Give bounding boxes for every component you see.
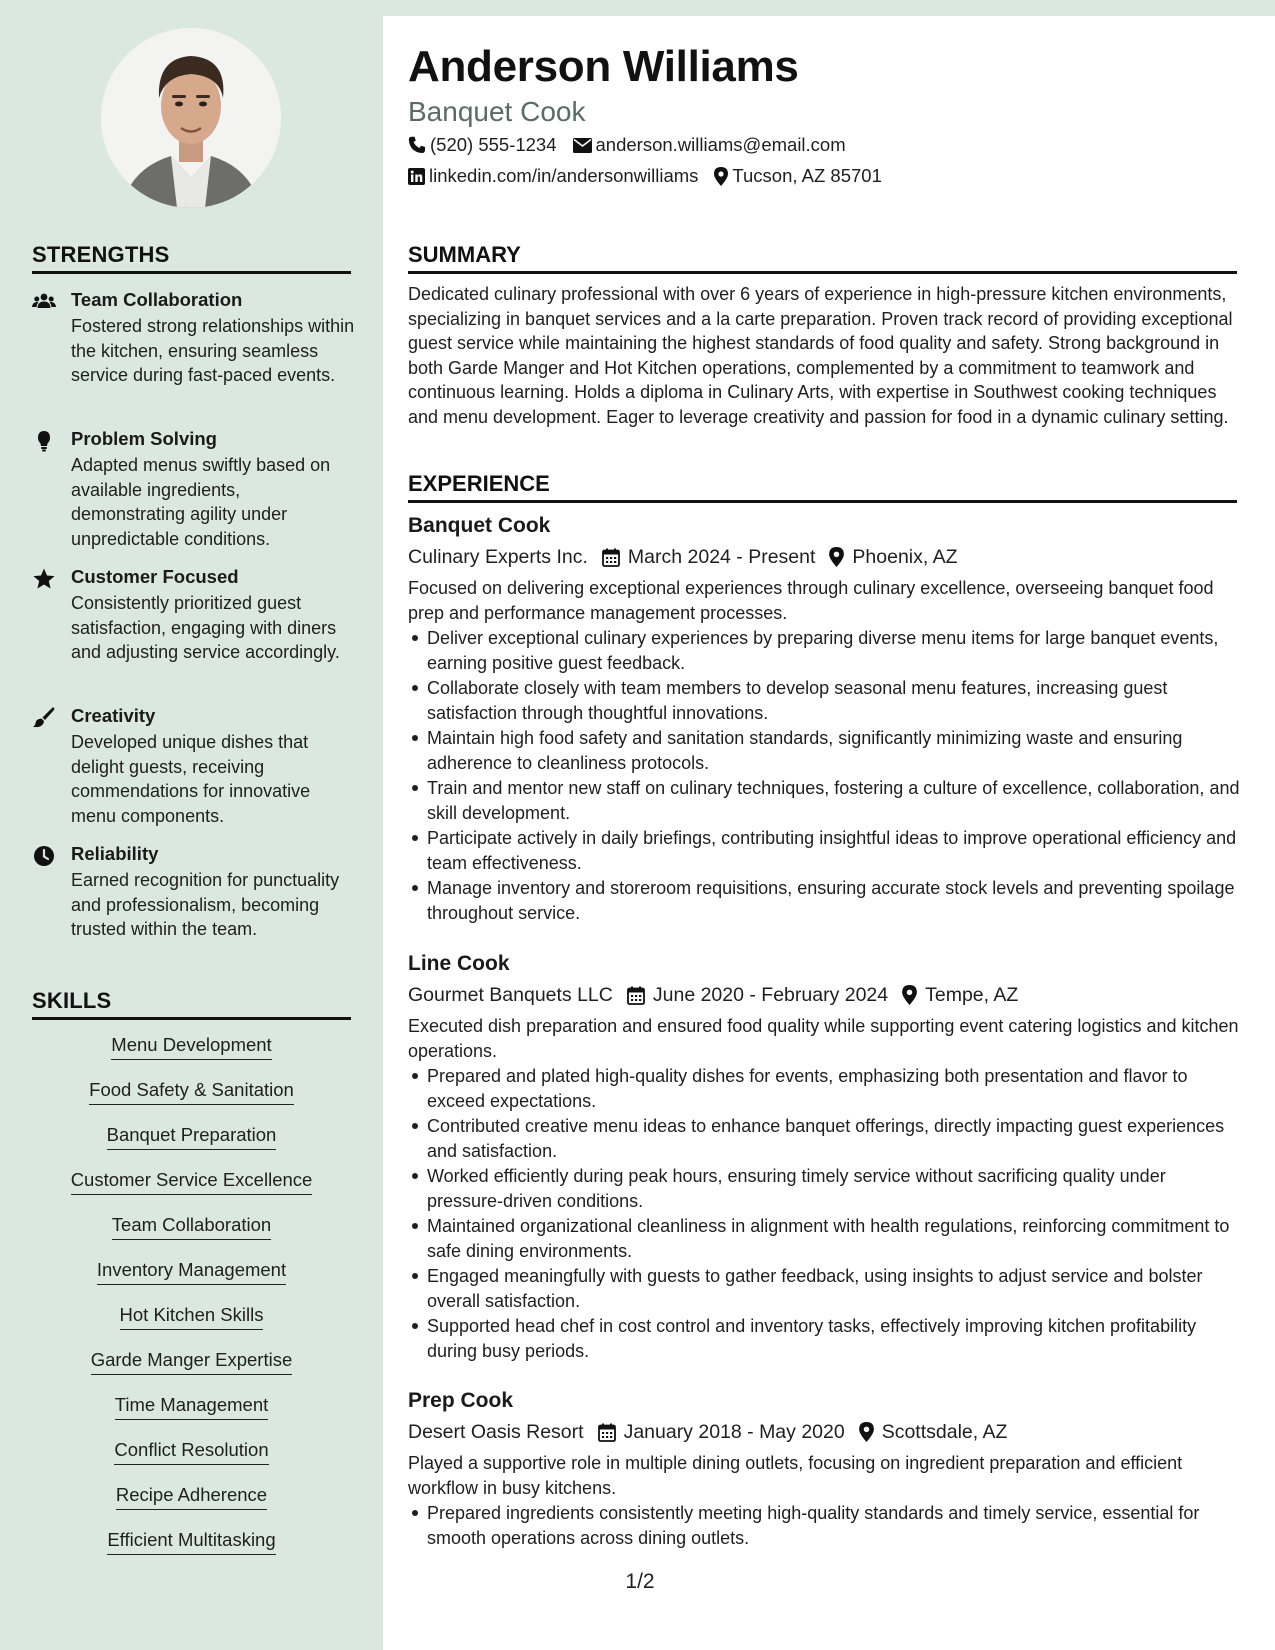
- job-meta: [408, 540, 1240, 574]
- list-item: Maintained organizational cleanliness in alignment with health regulations, reinforcing commitment to safe dining environments.: [408, 1214, 1240, 1263]
- job-bullets: [408, 1501, 1240, 1550]
- map-pin-icon: [829, 547, 844, 567]
- list-item: Deliver exceptional culinary experiences by preparing diverse menu items for large banquet events, earning positive guest feedback.: [408, 626, 1240, 675]
- skill-item: Efficient Multitasking: [32, 1528, 351, 1555]
- job-entry: [408, 1386, 1240, 1550]
- list-item: Train and mentor new staff on culinary techniques, fostering a culture of excellence, collaboration, and skill development.: [408, 776, 1240, 825]
- skill-item: Food Safety & Sanitation: [32, 1078, 351, 1105]
- map-pin-icon: [902, 985, 917, 1005]
- calendar-icon: [602, 548, 620, 567]
- job-company: Culinary Experts Inc.: [408, 546, 588, 568]
- candidate-name: Anderson Williams: [408, 42, 799, 91]
- phone-icon: [408, 136, 426, 154]
- list-item: Worked efficiently during peak hours, ensuring timely service without sacrificing quality under pressure-driven conditions.: [408, 1164, 1240, 1213]
- list-item: Prepared and plated high-quality dishes for events, emphasizing both presentation and flavor to exceed expectations.: [408, 1064, 1240, 1113]
- job-description: Focused on delivering exceptional experiences through culinary excellence, overseeing banquet food prep and performance management processes.: [408, 578, 1214, 623]
- clock-icon: [32, 845, 56, 867]
- strength-title: Customer Focused: [71, 566, 239, 587]
- strength-description: Fostered strong relationships within the kitchen, ensuring seamless service during fast-paced events.: [71, 316, 355, 385]
- job-location: Scottsdale, AZ: [859, 1417, 1008, 1447]
- strength-description: Earned recognition for punctuality and professionalism, becoming trusted within the team.: [71, 870, 340, 939]
- strength-title: Reliability: [71, 843, 159, 864]
- job-meta: [408, 1415, 1240, 1449]
- skill-item: Inventory Management: [32, 1258, 351, 1285]
- job-company: Desert Oasis Resort: [408, 1421, 584, 1443]
- skill-item: Menu Development: [32, 1033, 351, 1060]
- job-entry: [408, 949, 1240, 1363]
- job-bullets: [408, 1064, 1240, 1363]
- profile-photo: [101, 28, 281, 208]
- contact-row: [408, 165, 898, 187]
- list-item: Engaged meaningfully with guests to gather feedback, using insights to adjust service and bolster overall satisfaction.: [408, 1264, 1240, 1313]
- job-location: Tempe, AZ: [902, 980, 1018, 1010]
- strength-title: Creativity: [71, 705, 156, 726]
- calendar-icon: [627, 986, 645, 1005]
- strength-description: Consistently prioritized guest satisfaction, engaging with diners and adjusting service accordingly.: [71, 593, 340, 662]
- job-description: Executed dish preparation and ensured food quality while supporting event catering logistics and kitchen operations.: [408, 1016, 1239, 1061]
- job-entry: [408, 511, 1240, 925]
- job-dates: June 2020 - February 2024: [627, 980, 888, 1010]
- job-dates: January 2018 - May 2020: [598, 1417, 845, 1447]
- list-item: Maintain high food safety and sanitation standards, significantly minimizing waste and ensuring adherence to cleanliness protocols.: [408, 726, 1240, 775]
- list-item: Contributed creative menu ideas to enhance banquet offerings, directly impacting guest experiences and satisfaction.: [408, 1114, 1240, 1163]
- skill-item: Recipe Adherence: [32, 1483, 351, 1510]
- contact-row: [408, 134, 862, 156]
- strength-title: Problem Solving: [71, 428, 217, 449]
- lightbulb-icon: [32, 430, 56, 452]
- job-company: Gourmet Banquets LLC: [408, 984, 613, 1006]
- skill-item: Hot Kitchen Skills: [32, 1303, 351, 1330]
- list-item: Collaborate closely with team members to develop seasonal menu features, increasing guest satisfaction through thoughtful innovations.: [408, 676, 1240, 725]
- list-item: Participate actively in daily briefings, contributing insightful ideas to improve operational efficiency and team effectiveness.: [408, 826, 1240, 875]
- job-title: Banquet Cook: [408, 514, 551, 537]
- sidebar: [0, 0, 383, 1650]
- skill-item: Team Collaboration: [32, 1213, 351, 1240]
- paintbrush-icon: [32, 707, 56, 729]
- main-content: [383, 16, 1275, 1650]
- calendar-icon: [598, 1423, 616, 1442]
- skill-item: Conflict Resolution: [32, 1438, 351, 1465]
- skill-item: Banquet Preparation: [32, 1123, 351, 1150]
- page-number: 1/2: [625, 1570, 655, 1593]
- map-pin-icon: [859, 1422, 874, 1442]
- strength-title: Team Collaboration: [71, 289, 243, 310]
- job-location: Phoenix, AZ: [829, 542, 957, 572]
- envelope-icon: [573, 138, 592, 153]
- star-icon: [32, 568, 56, 590]
- phone-contact: (520) 555-1234: [408, 134, 557, 156]
- job-bullets: [408, 626, 1240, 925]
- summary-heading: SUMMARY: [408, 242, 1237, 274]
- strength-description: Developed unique dishes that delight guests, receiving commendations for innovative menu components.: [71, 732, 311, 826]
- linkedin-contact[interactable]: linkedin.com/in/andersonwilliams: [408, 165, 698, 187]
- strengths-heading: STRENGTHS: [32, 242, 351, 274]
- summary-text: Dedicated culinary professional with over 6 years of experience in high-pressure kitchen environments, specializing in banquet services and a la carte preparation. Proven track record of providing exceptional guest service while maintaining the highest standards of food quality and safety. Strong background in both Garde Manger and Hot Kitchen operations, complemented by a commitment to teamwork and continuous learning. Holds a diploma in Culinary Arts, with expertise in Southwest cooking techniques and menu development. Eager to leverage creativity and passion for food in a dynamic culinary setting.: [408, 284, 1233, 427]
- linkedin-icon: [408, 168, 425, 185]
- list-item: Manage inventory and storeroom requisitions, ensuring accurate stock levels and preventing spoilage throughout service.: [408, 876, 1240, 925]
- users-icon: [32, 291, 56, 313]
- skills-heading: SKILLS: [32, 988, 351, 1020]
- location-contact: Tucson, AZ 85701: [714, 165, 881, 187]
- skill-item: Garde Manger Expertise: [32, 1348, 351, 1375]
- job-description: Played a supportive role in multiple dining outlets, focusing on ingredient preparation and efficient workflow in busy kitchens.: [408, 1453, 1183, 1498]
- email-contact[interactable]: anderson.williams@email.com: [573, 134, 846, 156]
- job-meta: [408, 978, 1240, 1012]
- list-item: Prepared ingredients consistently meeting high-quality standards and timely service, essential for smooth operations across dining outlets.: [408, 1501, 1240, 1550]
- map-pin-icon: [714, 167, 728, 186]
- experience-heading: EXPERIENCE: [408, 471, 1237, 503]
- job-title: Line Cook: [408, 952, 510, 975]
- list-item: Supported head chef in cost control and inventory tasks, effectively improving kitchen profitability during busy periods.: [408, 1314, 1240, 1363]
- skill-item: Time Management: [32, 1393, 351, 1420]
- job-dates: March 2024 - Present: [602, 542, 816, 572]
- strength-description: Adapted menus swiftly based on available ingredients, demonstrating agility under unpredictable conditions.: [71, 455, 331, 549]
- candidate-title: Banquet Cook: [408, 96, 586, 127]
- skill-item: Customer Service Excellence: [32, 1168, 351, 1195]
- job-title: Prep Cook: [408, 1389, 514, 1412]
